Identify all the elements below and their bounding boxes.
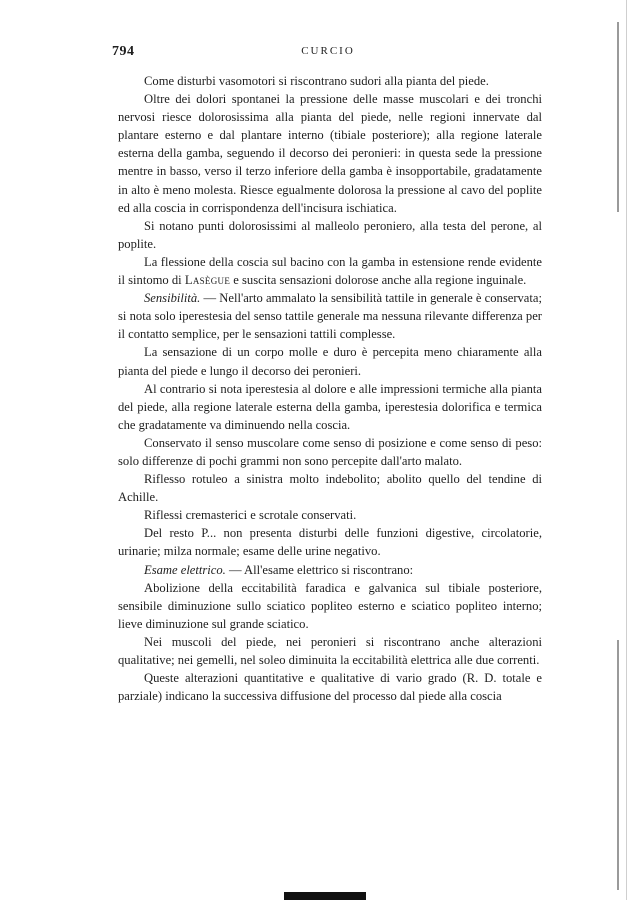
page-edge-mark-top xyxy=(617,22,619,212)
sensibility-text: — Nell'arto ammalato la sensibilità tattile in generale è conservata; si nota solo iperestesia del senso tattile generale ma nessuna rilevante differenza per il contatto semplice, per le sensazioni tattili complesse. xyxy=(118,291,542,342)
sensibility-heading: Sensibilità. xyxy=(144,291,201,306)
paragraph-alterations: Queste alterazioni quantitative e qualitative di vario grado (R. D. totale e parziale) indicano la successiva diffusione del processo dal piede alla coscia xyxy=(118,671,542,704)
running-head: CURCIO xyxy=(301,45,355,57)
paragraph-muscle-sense: Conservato il senso muscolare come senso di posizione e come senso di peso: solo differenze di pochi grammi non sono percepite dall'arto malato. xyxy=(118,435,542,468)
electric-exam-heading: Esame elettrico. xyxy=(144,562,226,577)
paragraph-reflex-patellar: Riflesso rotuleo a sinistra molto indebolito; abolito quello del tendine di Achille. xyxy=(118,472,542,505)
paragraph-pain-points: Si notano punti dolorosissimi al malleolo peroniero, alla testa del perone, al poplite. xyxy=(118,218,542,251)
body-text xyxy=(118,72,542,705)
paragraph-pressure-pain: Oltre dei dolori spontanei la pressione delle masse muscolari e dei tronchi nervosi riesce dolorosissima alla pianta del piede, nelle regioni innervate dal plantare esterno e dal plantare interno (tibiale posteriore); alla regione laterale esterna della gamba, seguendo il decorso dei peronieri: in questa sede la pressione mentre in basso, verso il terzo inferiore della gamba è insopportabile, gradatamente in alto è meno molesta. Riesce egualmente dolorosa la pressione al cavo del poplite ed alla coscia in corrispondenza dell'incisura ischiatica. xyxy=(118,92,542,215)
paragraph-sensibility xyxy=(118,289,542,343)
paragraph-hyperesthesia: Al contrario si nota iperestesia al dolore e alle impressioni termiche alla pianta del piede, alla regione laterale esterna della gamba, iperestesia dolorifica e termica che gradatamente va diminuendo nella coscia. xyxy=(118,381,542,432)
lasegue-name: Lasègue xyxy=(184,273,231,288)
paragraph-excitability: Abolizione della eccitabilità faradica e galvanica sul tibiale posteriore, sensibile diminuzione sullo sciatico popliteo esterno e sciatico popliteo interno; lieve diminuzione sul grande sciatico. xyxy=(118,580,542,631)
page-edge-line xyxy=(626,0,627,900)
paragraph-other-functions: Del resto P... non presenta disturbi delle funzioni digestive, circolatorie, urinarie; milza normale; esame delle urine negativo. xyxy=(118,526,542,559)
page-number: 794 xyxy=(112,44,135,59)
page-header xyxy=(112,44,544,64)
paragraph-lasegue-sign xyxy=(118,253,542,289)
paragraph-soft-hard: La sensazione di un corpo molle e duro è percepita meno chiaramente alla pianta del piede e lungo il decorso dei peronieri. xyxy=(118,345,542,378)
lasegue-text-after: e suscita sensazioni dolorose anche alla regione inguinale. xyxy=(230,273,527,288)
scan-bottom-bar xyxy=(284,892,366,900)
lasegue-text-before: La flessione della coscia sul bacino con la gamba in estensione rende evidente il sintomo di xyxy=(118,254,542,288)
electric-exam-text: — All'esame elettrico si riscontrano: xyxy=(225,562,414,577)
paragraph-foot-muscles: Nei muscoli del piede, nei peronieri si riscontrano anche alterazioni qualitative; nei gemelli, nel soleo diminuita la eccitabilità elettrica alle due correnti. xyxy=(118,634,542,667)
paragraph-reflex-cremasteric: Riflessi cremasterici e scrotale conservati. xyxy=(144,508,357,523)
paragraph-vasomotor: Come disturbi vasomotori si riscontrano sudori alla pianta del piede. xyxy=(144,74,489,88)
page-edge-mark-bottom xyxy=(617,640,619,890)
paragraph-electric-exam xyxy=(118,561,542,579)
